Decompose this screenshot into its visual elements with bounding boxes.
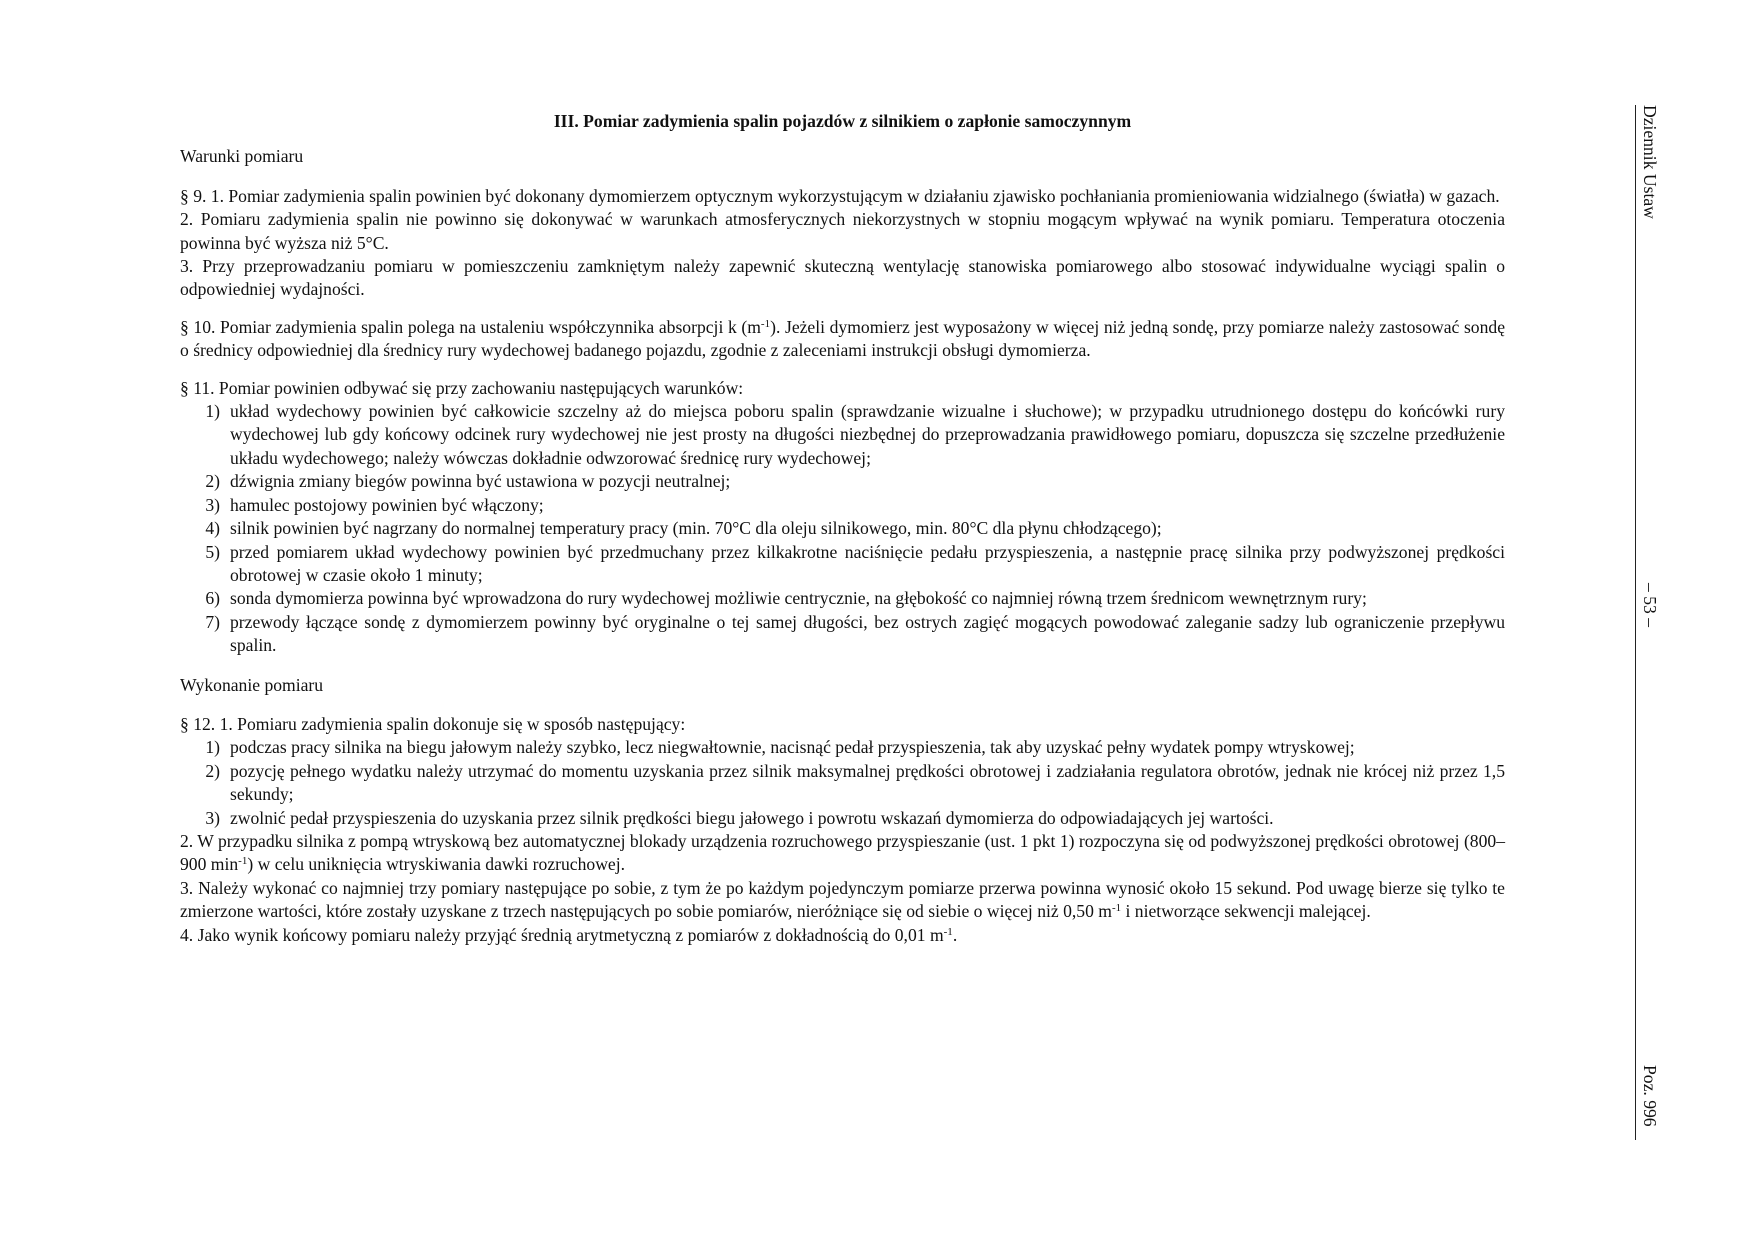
paragraph-12-3-text-a: 3. Należy wykonać co najmniej trzy pomiary następujące po sobie, z tym że po każdym pojedynczym pomiarze przerwa powinna wynosić około 15 sekund. Pod uwagę bierze się tylko te zmierzone wartości, które zostały uzyskane z trzech następujących po sobie pomiarów, nieróżniące się od siebie o więcej niż 0,50 m	[180, 877, 1505, 922]
paragraph-10	[180, 316, 1505, 363]
list-item	[180, 760, 1505, 807]
paragraph-12-intro: § 12. 1. Pomiaru zadymienia spalin dokonuje się w sposób następujący:	[180, 713, 686, 734]
paragraph-12-2-text-b: ) w celu uniknięcia wtryskiwania dawki rozruchowej.	[247, 854, 625, 875]
list-item-text: sonda dymomierza powinna być wprowadzona do rury wydechowej możliwie centrycznie, na głębokość co najmniej równą trzem średnicom wewnętrznym rury;	[230, 588, 1367, 609]
document-body	[180, 110, 1505, 947]
list-item-text: przed pomiarem układ wydechowy powinien być przedmuchany przez kilkakrotne naciśnięcie pedału przyspieszenia, a następnie pracę silnika przy podwyższonej prędkości obrotowej w czasie około 1 minuty;	[230, 541, 1505, 585]
paragraph-12-3	[180, 877, 1505, 924]
list-item-number: 5)	[205, 541, 220, 562]
list-item-number: 6)	[205, 588, 220, 609]
journal-name: Dziennik Ustaw	[1640, 105, 1660, 219]
list-item-number: 2)	[205, 471, 220, 492]
paragraph-12-list	[180, 736, 1505, 830]
paragraph-12-4-text-b: .	[952, 924, 958, 945]
paragraph-12-3-text-b: i nietworzące sekwencji malejącej.	[1121, 901, 1371, 922]
page-number: – 53 –	[1640, 583, 1660, 627]
paragraph-12-3-superscript: -1	[1111, 902, 1122, 915]
margin-rule	[1635, 105, 1636, 1140]
list-item-text: podczas pracy silnika na biegu jałowym należy szybko, lecz niegwałtownie, nacisnąć pedał przyspieszenia, tak aby uzyskać pełny wydatek pompy wtryskowej;	[230, 737, 1355, 758]
list-item-text: pozycję pełnego wydatku należy utrzymać do momentu uzyskania przez silnik maksymalnej prędkości obrotowej i zadziałania regulatora obrotów, jednak nie krócej niż przez 1,5 sekundy;	[230, 760, 1505, 805]
list-item-number: 3)	[205, 807, 220, 828]
paragraph-12-4	[180, 924, 1505, 947]
paragraph-10-text-b: ). Jeżeli dymomierz jest wyposażony w więcej niż jedną sondę, przy pomiarze należy zastosować sondę o średnicy odpowiedniej dla średnicy rury wydechowej badanego pojazdu, zgodnie z zaleceniami instrukcji obsługi dymomierza.	[180, 316, 1505, 361]
list-item-text: silnik powinien być nagrzany do normalnej temperatury pracy (min. 70°C dla oleju silnikowego, min. 80°C dla płynu chłodzącego);	[230, 518, 1162, 539]
list-item-text: układ wydechowy powinien być całkowicie szczelny aż do miejsca poboru spalin (sprawdzanie wizualne i słuchowe); w przypadku utrudnionego dostępu do końcówki rury wydechowej lub gdy końcowy odcinek rury wydechowej nie jest prosty na długości niezbędnej do przeprowadzania prawidłowego pomiaru, dopuszcza się szczelne przedłużenie układu wydechowego; należy wówczas dokładnie odwzorować średnicę rury wydechowej;	[230, 401, 1505, 468]
list-item	[180, 807, 1505, 830]
paragraph-11-list	[180, 400, 1505, 657]
paragraph-12-2-text-a: 2. W przypadku silnika z pompą wtryskową bez automatycznej blokady urządzenia rozruchowego przyspieszanie (ust. 1 pkt 1) rozpoczyna się od podwyższonej prędkości obrotowej (800–900 min	[180, 830, 1505, 875]
list-item-number: 1)	[205, 401, 220, 422]
list-item	[180, 587, 1505, 610]
list-item	[180, 400, 1505, 470]
list-item	[180, 470, 1505, 493]
list-item-text: dźwignia zmiany biegów powinna być ustawiona w pozycji neutralnej;	[230, 471, 731, 492]
list-item	[180, 517, 1505, 540]
list-item-text: zwolnić pedał przyspieszenia do uzyskania przez silnik prędkości biegu jałowego i powrotu wskazań dymomierza do odpowiadających jej wartości.	[230, 807, 1274, 828]
section-title: III. Pomiar zadymienia spalin pojazdów z silnikiem o zapłonie samoczynnym	[553, 111, 1132, 131]
list-item	[180, 494, 1505, 517]
paragraph-12-2-superscript: -1	[238, 855, 248, 868]
list-item-number: 2)	[205, 760, 220, 781]
paragraph-12-4-text-a: 4. Jako wynik końcowy pomiaru należy przyjąć średnią arytmetyczną z pomiarów z dokładnością do 0,01 m	[180, 924, 944, 945]
paragraph-12-4-superscript: -1	[943, 925, 953, 938]
list-item-number: 3)	[205, 494, 220, 515]
list-item-text: przewody łączące sondę z dymomierzem powinny być oryginalne o tej samej długości, bez ostrych zagięć mogących powodować zaleganie sadzy lub ograniczenie przepływu spalin.	[230, 611, 1505, 656]
paragraph-10-superscript: -1	[760, 317, 771, 330]
list-item	[180, 611, 1505, 658]
position-number: Poz. 996	[1640, 1065, 1660, 1127]
paragraph-9-2: 2. Pomiaru zadymienia spalin nie powinno się dokonywać w warunkach atmosferycznych niekorzystnych w stopniu mogącym wpływać na wynik pomiaru. Temperatura otoczenia powinna być wyższa niż 5°C.	[180, 209, 1505, 253]
list-item	[180, 541, 1505, 588]
margin-header	[1635, 105, 1661, 1140]
list-item-number: 4)	[205, 518, 220, 539]
heading-execution: Wykonanie pomiaru	[180, 674, 324, 695]
paragraph-9-3: 3. Przy przeprowadzaniu pomiaru w pomieszczeniu zamkniętym należy zapewnić skuteczną wentylację stanowiska pomiarowego albo stosować indywidualne wyciągi spalin o odpowiedniej wydajności.	[180, 256, 1505, 300]
paragraph-10-text-a: § 10. Pomiar zadymienia spalin polega na ustaleniu współczynnika absorpcji k (m	[180, 316, 761, 337]
list-item-text: hamulec postojowy powinien być włączony;	[230, 494, 544, 515]
list-item	[180, 736, 1505, 759]
paragraph-9-1: § 9. 1. Pomiar zadymienia spalin powinien być dokonany dymomierzem optycznym wykorzystującym w działaniu zjawisko pochłaniania promieniowania widzialnego (światła) w gazach.	[180, 185, 1500, 206]
paragraph-12-2	[180, 830, 1505, 877]
list-item-number: 1)	[205, 737, 220, 758]
list-item-number: 7)	[205, 611, 220, 632]
paragraph-11-intro: § 11. Pomiar powinien odbywać się przy zachowaniu następujących warunków:	[180, 377, 744, 398]
heading-conditions: Warunki pomiaru	[180, 146, 304, 167]
